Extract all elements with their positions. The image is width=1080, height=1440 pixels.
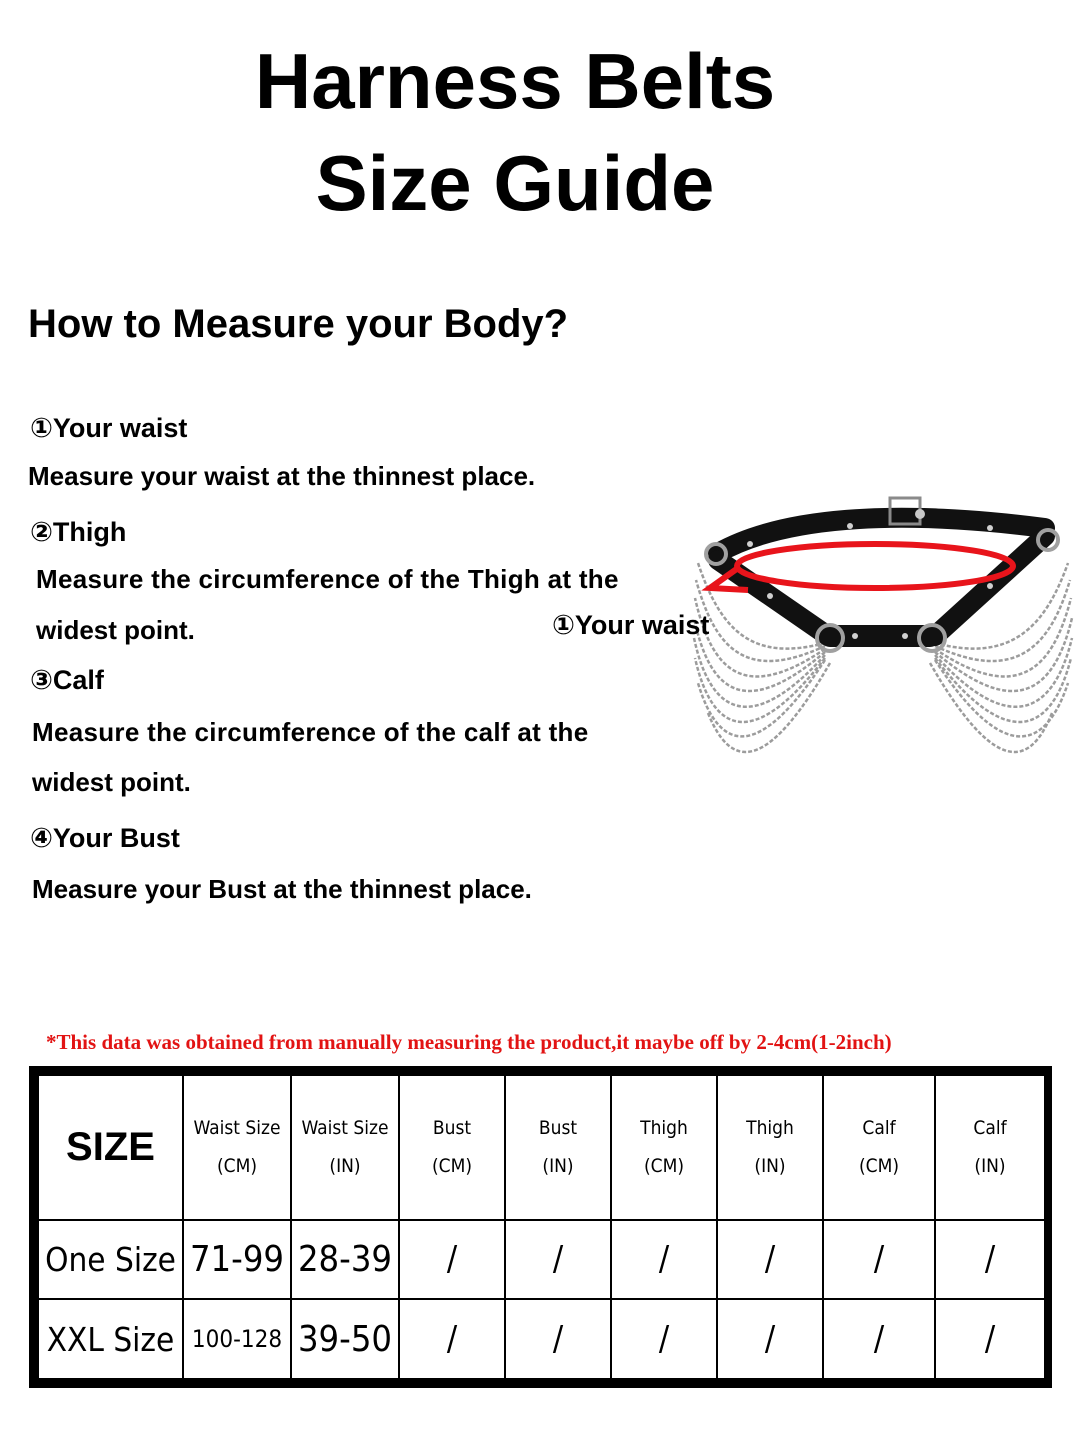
title-line-2: Size Guide xyxy=(315,139,715,227)
header-waist-in: Waist Size (IN) xyxy=(291,1075,399,1220)
step-waist-label: ①Your waist xyxy=(30,413,188,443)
cell-thigh-cm: / xyxy=(611,1299,717,1379)
cell-waist-in: 28-39 xyxy=(291,1220,399,1300)
row-size-label: One Size xyxy=(38,1220,183,1300)
row-size-label: XXL Size xyxy=(38,1299,183,1379)
step-bust-label: ④Your Bust xyxy=(30,823,180,853)
table-header-row xyxy=(38,1075,1045,1220)
cell-thigh-cm: / xyxy=(611,1220,717,1300)
title-line-1: Harness Belts xyxy=(254,37,776,125)
harness-belt-illustration xyxy=(690,488,1075,778)
header-calf-cm: Calf (CM) xyxy=(823,1075,935,1220)
waist-callout: ①Your waist xyxy=(552,610,710,640)
page-title xyxy=(0,30,1030,234)
cell-calf-in: / xyxy=(935,1299,1045,1379)
header-bust-in: Bust (IN) xyxy=(505,1075,611,1220)
measure-heading: How to Measure your Body? xyxy=(28,302,569,346)
size-table xyxy=(29,1066,1052,1388)
cell-bust-in: / xyxy=(505,1220,611,1300)
cell-calf-cm: / xyxy=(823,1220,935,1300)
table-row xyxy=(38,1220,1045,1300)
cell-bust-cm: / xyxy=(399,1220,505,1300)
step-calf-text-2: widest point. xyxy=(32,767,191,797)
step-calf-label: ③Calf xyxy=(30,665,104,695)
cell-calf-cm: / xyxy=(823,1299,935,1379)
cell-thigh-in: / xyxy=(717,1299,823,1379)
header-waist-cm: Waist Size (CM) xyxy=(183,1075,291,1220)
measurement-note: *This data was obtained from manually measuring the product,it maybe off by 2-4cm(1-2inch) xyxy=(46,1030,892,1054)
header-thigh-cm: Thigh (CM) xyxy=(611,1075,717,1220)
step-thigh-text-2: widest point. xyxy=(36,615,195,645)
header-thigh-in: Thigh (IN) xyxy=(717,1075,823,1220)
header-calf-in: Calf (IN) xyxy=(935,1075,1045,1220)
step-waist-text: Measure your waist at the thinnest place. xyxy=(28,461,536,491)
right-chains xyxy=(930,563,1072,752)
header-bust-cm: Bust (CM) xyxy=(399,1075,505,1220)
size-header: SIZE xyxy=(38,1075,183,1220)
table-row xyxy=(38,1299,1045,1379)
cell-calf-in: / xyxy=(935,1220,1045,1300)
step-calf-text-1: Measure the circumference of the calf at the xyxy=(32,717,589,747)
cell-waist-in: 39-50 xyxy=(291,1299,399,1379)
cell-thigh-in: / xyxy=(717,1220,823,1300)
step-thigh-label: ②Thigh xyxy=(30,517,127,547)
step-thigh-text-1: Measure the circumference of the Thigh at the xyxy=(36,564,619,594)
cell-waist-cm: 100-128 xyxy=(183,1299,291,1379)
cell-waist-cm: 71-99 xyxy=(183,1220,291,1300)
cell-bust-cm: / xyxy=(399,1299,505,1379)
step-bust-text: Measure your Bust at the thinnest place. xyxy=(32,874,532,904)
cell-bust-in: / xyxy=(505,1299,611,1379)
